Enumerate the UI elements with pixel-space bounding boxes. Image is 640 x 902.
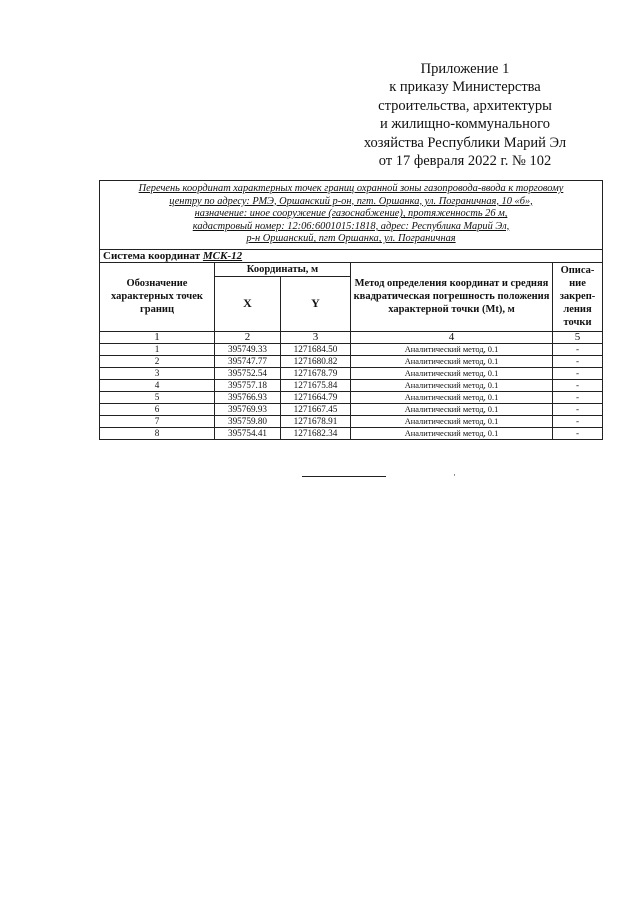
column-number: 1 [100, 331, 215, 343]
description-cell: - [553, 427, 603, 439]
point-id-cell: 6 [100, 403, 215, 415]
table-row [100, 415, 603, 427]
description-cell: - [553, 355, 603, 367]
description-cell: - [553, 379, 603, 391]
y-cell: 1271680.82 [281, 355, 351, 367]
caption-line: назначение: иное сооружение (газоснабжение), протяженность 26 м, [194, 208, 508, 220]
dot-mark: · [453, 470, 456, 480]
point-id-cell: 8 [100, 427, 215, 439]
x-cell: 395759.80 [215, 415, 281, 427]
column-number: 3 [281, 331, 351, 343]
table-row [100, 427, 603, 439]
column-number: 2 [215, 331, 281, 343]
table-row [100, 343, 603, 355]
header-x: X [215, 276, 281, 331]
appendix-line: строительства, архитектуры [378, 97, 552, 114]
caption-line: Перечень координат характерных точек границ охранной зоны газопровода-ввода к торговому [138, 183, 564, 194]
caption-line: кадастровый номер: 12:06:6001015:1818, адрес: Республика Марий Эл, [192, 220, 510, 232]
header-method: Метод определения координат и средняя квадратическая погрешность положения характерной точки (Mt), м [351, 262, 553, 331]
point-id-cell: 7 [100, 415, 215, 427]
table-row [100, 355, 603, 367]
description-cell: - [553, 343, 603, 355]
x-cell: 395754.41 [215, 427, 281, 439]
table-row [100, 379, 603, 391]
method-cell: Аналитический метод, 0.1 [351, 415, 553, 427]
column-number: 4 [351, 331, 553, 343]
y-cell: 1271684.50 [281, 343, 351, 355]
coordinates-table [99, 180, 603, 440]
description-cell: - [553, 415, 603, 427]
column-number: 5 [553, 331, 603, 343]
table-caption [100, 181, 603, 250]
coordinate-system-row [100, 249, 603, 262]
appendix-line: от 17 февраля 2022 г. № 102 [378, 153, 552, 170]
coordinate-system-name: МСК-12 [202, 249, 243, 262]
method-cell: Аналитический метод, 0.1 [351, 379, 553, 391]
coordinate-system-label: Система координат [103, 249, 201, 262]
y-cell: 1271664.79 [281, 391, 351, 403]
header-y: Y [281, 276, 351, 331]
x-cell: 395757.18 [215, 379, 281, 391]
description-cell: - [553, 367, 603, 379]
x-cell: 395749.33 [215, 343, 281, 355]
y-cell: 1271675.84 [281, 379, 351, 391]
y-cell: 1271667.45 [281, 403, 351, 415]
caption-line: р-н Оршанский, пгт Оршанка, ул. Пограничная [246, 233, 456, 245]
method-cell: Аналитический метод, 0.1 [351, 343, 553, 355]
appendix-line: к приказу Министерства [389, 79, 541, 96]
header-description: Описа-ние закреп-ления точки [553, 262, 603, 331]
x-cell: 395766.93 [215, 391, 281, 403]
point-id-cell: 4 [100, 379, 215, 391]
column-number-row [100, 331, 603, 343]
method-cell: Аналитический метод, 0.1 [351, 427, 553, 439]
y-cell: 1271678.91 [281, 415, 351, 427]
appendix-header [330, 60, 600, 170]
table-row [100, 403, 603, 415]
caption-line: центру по адресу: РМЭ, Оршанский р-он, пгт. Оршанка, ул. Пограничная, 10 «б», [169, 195, 533, 207]
point-id-cell: 3 [100, 367, 215, 379]
method-cell: Аналитический метод, 0.1 [351, 367, 553, 379]
description-cell: - [553, 391, 603, 403]
x-cell: 395752.54 [215, 367, 281, 379]
method-cell: Аналитический метод, 0.1 [351, 391, 553, 403]
x-cell: 395747.77 [215, 355, 281, 367]
y-cell: 1271678.79 [281, 367, 351, 379]
x-cell: 395769.93 [215, 403, 281, 415]
method-cell: Аналитический метод, 0.1 [351, 403, 553, 415]
coordinates-table-wrapper [99, 180, 602, 440]
appendix-line: Приложение 1 [420, 61, 510, 77]
point-id-cell: 2 [100, 355, 215, 367]
appendix-line: хозяйства Республики Марий Эл [363, 134, 567, 151]
table-row [100, 391, 603, 403]
point-id-cell: 1 [100, 343, 215, 355]
description-cell: - [553, 403, 603, 415]
signature-line [302, 476, 386, 477]
header-coordinates: Координаты, м [215, 262, 351, 276]
method-cell: Аналитический метод, 0.1 [351, 355, 553, 367]
point-id-cell: 5 [100, 391, 215, 403]
table-row [100, 367, 603, 379]
y-cell: 1271682.34 [281, 427, 351, 439]
appendix-line: и жилищно-коммунального [379, 116, 551, 133]
header-point: Обозначение характерных точек границ [100, 262, 215, 331]
